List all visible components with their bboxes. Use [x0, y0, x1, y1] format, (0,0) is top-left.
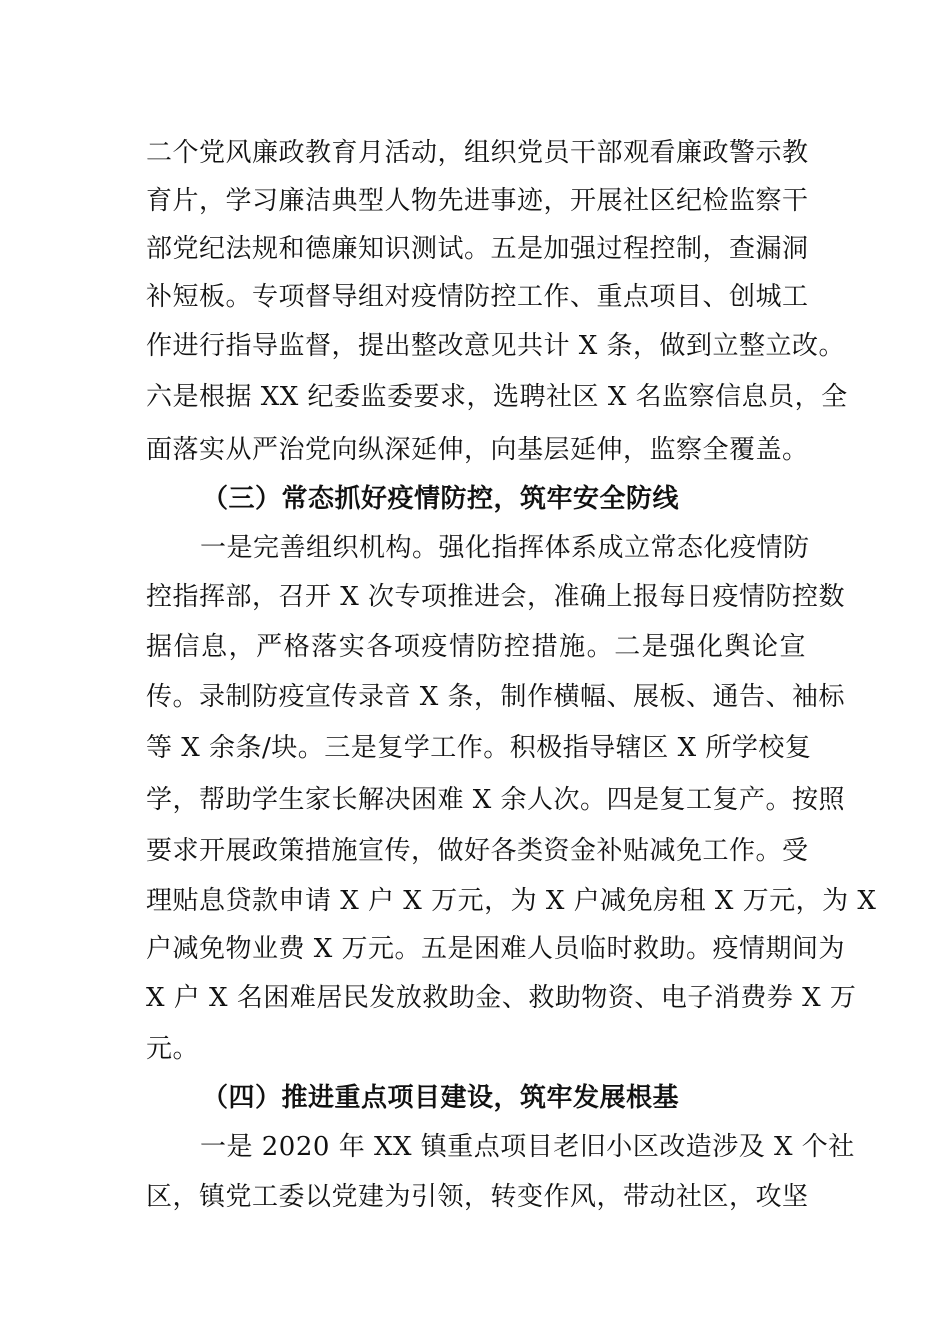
paragraph-line: 要求开展政策措施宣传，做好各类资金补贴减免工作。受	[146, 836, 809, 866]
paragraph-line: 面落实从严治党向纵深延伸，向基层延伸，监察全覆盖。	[146, 435, 809, 465]
section-heading-4: （四）推进重点项目建设，筑牢发展根基	[202, 1083, 680, 1113]
paragraph-line: X 户 X 名困难居民发放救助金、救助物资、电子消费券 X 万	[146, 983, 857, 1013]
paragraph-line: 六是根据 XX 纪委监委要求，选聘社区 X 名监察信息员，全	[146, 382, 848, 412]
paragraph-line: 元。	[146, 1034, 200, 1064]
paragraph-line: 部党纪法规和德廉知识测试。五是加强过程控制，查漏洞	[146, 234, 809, 264]
paragraph-line: 户减免物业费 X 万元。五是困难人员临时救助。疫情期间为	[146, 934, 846, 964]
paragraph-line: 据信息，严格落实各项疫情防控措施。二是强化舆论宣	[146, 632, 806, 662]
paragraph-line: 二个党风廉政教育月活动，组织党员干部观看廉政警示教	[146, 138, 809, 168]
paragraph-line: 传。录制防疫宣传录音 X 条，制作横幅、展板、通告、袖标	[146, 682, 846, 712]
section-heading-3: （三）常态抓好疫情防控，筑牢安全防线	[202, 484, 680, 514]
paragraph-line: 理贴息贷款申请 X 户 X 万元，为 X 户减免房租 X 万元，为 X	[146, 886, 877, 916]
paragraph-line: 补短板。专项督导组对疫情防控工作、重点项目、创城工	[146, 282, 809, 312]
paragraph-line: 控指挥部，召开 X 次专项推进会，准确上报每日疫情防控数	[146, 582, 846, 612]
paragraph-line: 区，镇党工委以党建为引领，转变作风，带动社区，攻坚	[146, 1182, 809, 1212]
paragraph-line: 一是 2020 年 XX 镇重点项目老旧小区改造涉及 X 个社	[200, 1132, 855, 1162]
paragraph-line: 育片，学习廉洁典型人物先进事迹，开展社区纪检监察干	[146, 186, 809, 216]
paragraph-line: 等 X 余条/块。三是复学工作。积极指导辖区 X 所学校复	[146, 733, 812, 763]
paragraph-line: 一是完善组织机构。强化指挥体系成立常态化疫情防	[200, 533, 810, 563]
paragraph-line: 作进行指导监督，提出整改意见共计 X 条，做到立整立改。	[146, 331, 846, 361]
paragraph-line: 学，帮助学生家长解决困难 X 余人次。四是复工复产。按照	[146, 785, 846, 815]
